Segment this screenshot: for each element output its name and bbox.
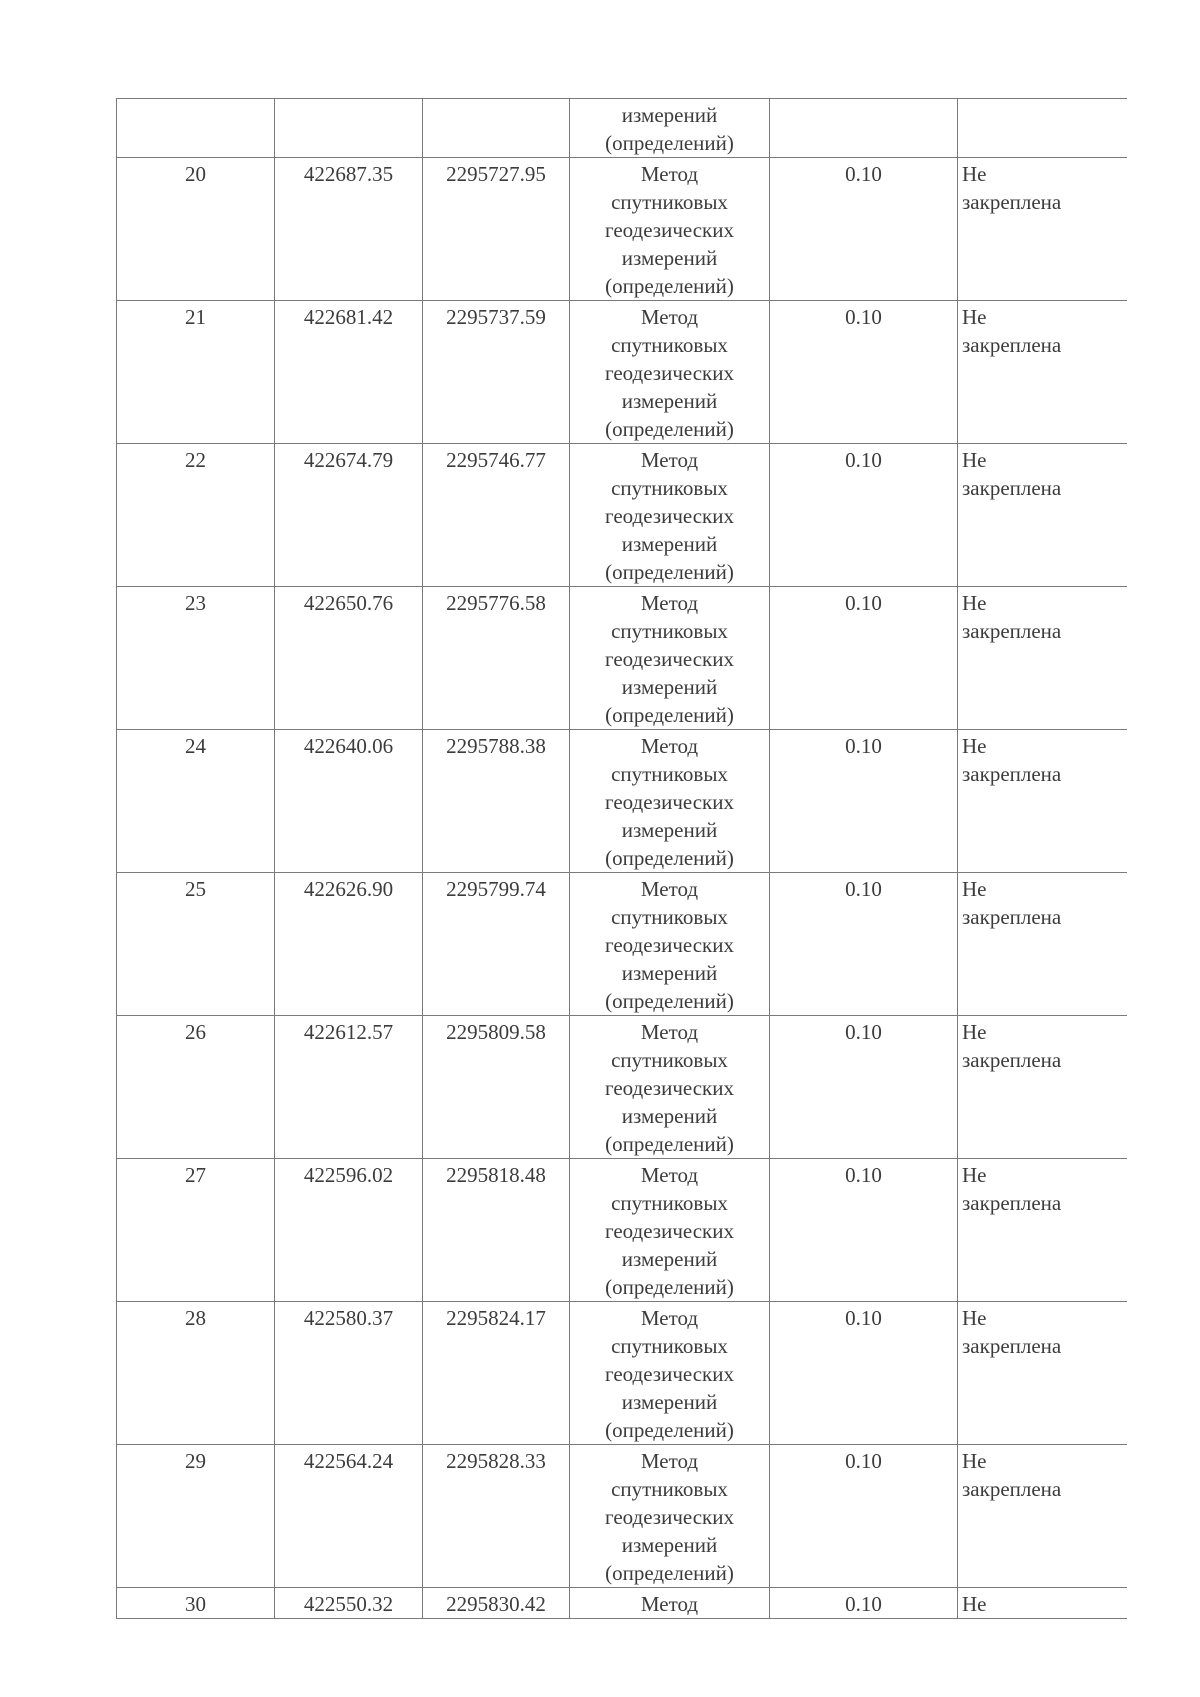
cell-point-number	[117, 587, 275, 730]
coordinates-table	[116, 98, 1127, 1619]
y-coordinate: 2295818.48	[446, 1163, 546, 1187]
point-number: 22	[185, 448, 206, 472]
method-line: спутниковых	[611, 476, 728, 500]
accuracy-value: 0.10	[845, 1306, 882, 1330]
fixation-line: Не	[962, 734, 987, 758]
accuracy-value: 0.10	[845, 734, 882, 758]
cell-point-number	[117, 1588, 275, 1619]
table-row	[117, 1445, 1127, 1588]
point-number: 30	[185, 1592, 206, 1616]
cell-y	[423, 1445, 570, 1588]
fixation-line: Не	[962, 1163, 987, 1187]
method-line: геодезических	[604, 1362, 734, 1386]
cell-x	[275, 1445, 423, 1588]
method-line: (определений)	[605, 846, 734, 870]
x-coordinate: 422640.06	[303, 734, 394, 758]
method-line: геодезических	[604, 1505, 734, 1529]
cell-accuracy	[770, 1588, 958, 1619]
method-line: Метод	[640, 1592, 699, 1616]
cell-point-number	[117, 301, 275, 444]
y-coordinate: 2295828.33	[446, 1449, 546, 1473]
accuracy-value: 0.10	[845, 1163, 882, 1187]
cell-method	[570, 1159, 770, 1302]
method-line: геодезических	[604, 790, 734, 814]
accuracy-value: 0.10	[845, 1020, 882, 1044]
cell-point-number	[117, 1016, 275, 1159]
cell-point-number	[117, 1159, 275, 1302]
accuracy-value: 0.10	[845, 1449, 882, 1473]
x-coordinate: 422596.02	[303, 1163, 394, 1187]
cell-y	[423, 1159, 570, 1302]
y-coordinate: 2295824.17	[446, 1306, 546, 1330]
point-number: 21	[185, 305, 206, 329]
cell-accuracy	[770, 1159, 958, 1302]
cell-accuracy	[770, 730, 958, 873]
cell-y	[423, 587, 570, 730]
cell-accuracy	[770, 444, 958, 587]
cell-accuracy	[770, 301, 958, 444]
cell-x	[275, 301, 423, 444]
table-row	[117, 158, 1127, 301]
method-line: спутниковых	[611, 1477, 728, 1501]
table-row	[117, 301, 1127, 444]
method-line: Метод	[640, 591, 699, 615]
cell-x	[275, 1302, 423, 1445]
fixation-line: Не	[962, 877, 987, 901]
fixation-line: закреплена	[962, 333, 1062, 357]
x-coordinate: 422626.90	[303, 877, 394, 901]
fixation-line: закреплена	[962, 1048, 1062, 1072]
method-line: измерений	[621, 389, 718, 413]
point-number: 20	[185, 162, 206, 186]
cell-x	[275, 444, 423, 587]
fixation-line: закреплена	[962, 1334, 1062, 1358]
method-line: (определений)	[605, 989, 734, 1013]
cell-fixation	[958, 730, 1127, 873]
accuracy-value: 0.10	[845, 591, 882, 615]
cell-method	[570, 873, 770, 1016]
method-line: геодезических	[604, 647, 734, 671]
cell-fixation	[958, 1302, 1127, 1445]
fixation-line: закреплена	[962, 476, 1062, 500]
point-number: 28	[185, 1306, 206, 1330]
method-line: измерений	[621, 818, 718, 842]
method-line: спутниковых	[611, 1334, 728, 1358]
accuracy-value: 0.10	[845, 1592, 882, 1616]
method-line: спутниковых	[611, 619, 728, 643]
fixation-line: закреплена	[962, 190, 1062, 214]
cell-y	[423, 301, 570, 444]
cell-method	[570, 730, 770, 873]
cell-method	[570, 1016, 770, 1159]
cell-x	[275, 730, 423, 873]
cell-y	[423, 1016, 570, 1159]
cell-fixation	[958, 301, 1127, 444]
cell-point-number	[117, 873, 275, 1016]
method-line: Метод	[640, 877, 699, 901]
method-line: измерений	[621, 1390, 718, 1414]
coordinates-table-body	[117, 99, 1127, 1619]
method-line: Метод	[640, 1020, 699, 1044]
x-coordinate: 422580.37	[303, 1306, 394, 1330]
table-row	[117, 444, 1127, 587]
cell-fixation	[958, 1159, 1127, 1302]
method-line: геодезических	[604, 933, 734, 957]
cell-x	[275, 158, 423, 301]
method-line: измерений	[621, 1247, 718, 1271]
cell-y	[423, 444, 570, 587]
cell-fixation	[958, 1588, 1127, 1619]
method-line: измерений	[621, 103, 718, 127]
accuracy-value: 0.10	[845, 877, 882, 901]
cell-accuracy	[770, 873, 958, 1016]
fixation-line: закреплена	[962, 762, 1062, 786]
fixation-line: закреплена	[962, 1477, 1062, 1501]
x-coordinate: 422550.32	[303, 1592, 394, 1616]
accuracy-value: 0.10	[845, 305, 882, 329]
cell-method	[570, 99, 770, 158]
method-line: спутниковых	[611, 1048, 728, 1072]
method-line: спутниковых	[611, 190, 728, 214]
method-line: Метод	[640, 734, 699, 758]
method-line: измерений	[621, 961, 718, 985]
method-line: Метод	[640, 1163, 699, 1187]
x-coordinate: 422681.42	[303, 305, 394, 329]
method-line: (определений)	[605, 274, 734, 298]
table-row	[117, 1016, 1127, 1159]
table-row	[117, 587, 1127, 730]
cell-x	[275, 99, 423, 158]
y-coordinate: 2295746.77	[446, 448, 546, 472]
accuracy-value: 0.10	[845, 162, 882, 186]
cell-fixation	[958, 1016, 1127, 1159]
point-number: 29	[185, 1449, 206, 1473]
cell-accuracy	[770, 1445, 958, 1588]
method-line: спутниковых	[611, 905, 728, 929]
cell-accuracy	[770, 158, 958, 301]
table-row	[117, 873, 1127, 1016]
cell-x	[275, 1588, 423, 1619]
fixation-line: закреплена	[962, 619, 1062, 643]
method-line: спутниковых	[611, 762, 728, 786]
fixation-line: Не	[962, 1306, 987, 1330]
x-coordinate: 422687.35	[303, 162, 394, 186]
accuracy-value: 0.10	[845, 448, 882, 472]
cell-method	[570, 301, 770, 444]
method-line: Метод	[640, 162, 699, 186]
continuation-row	[117, 99, 1127, 158]
method-line: геодезических	[604, 1076, 734, 1100]
method-line: спутниковых	[611, 333, 728, 357]
cell-method	[570, 1445, 770, 1588]
point-number: 27	[185, 1163, 206, 1187]
cell-x	[275, 1016, 423, 1159]
y-coordinate: 2295776.58	[446, 591, 546, 615]
cell-method	[570, 444, 770, 587]
fixation-line: закреплена	[962, 1191, 1062, 1215]
fixation-line: Не	[962, 1020, 987, 1044]
method-line: измерений	[621, 1104, 718, 1128]
x-coordinate: 422612.57	[303, 1020, 394, 1044]
cell-x	[275, 1159, 423, 1302]
table-row	[117, 1159, 1127, 1302]
cell-x	[275, 873, 423, 1016]
method-line: (определений)	[605, 131, 734, 155]
cell-y	[423, 730, 570, 873]
cell-y	[423, 1302, 570, 1445]
method-line: измерений	[621, 1533, 718, 1557]
point-number: 23	[185, 591, 206, 615]
point-number: 24	[185, 734, 206, 758]
cell-method	[570, 158, 770, 301]
y-coordinate: 2295727.95	[446, 162, 546, 186]
fixation-line: Не	[962, 162, 987, 186]
cell-accuracy	[770, 99, 958, 158]
cell-accuracy	[770, 1016, 958, 1159]
method-line: Метод	[640, 448, 699, 472]
cell-fixation	[958, 99, 1127, 158]
fixation-line: закреплена	[962, 905, 1062, 929]
point-number: 26	[185, 1020, 206, 1044]
table-row-partial	[117, 1588, 1127, 1619]
cell-accuracy	[770, 587, 958, 730]
cell-y	[423, 99, 570, 158]
method-line: (определений)	[605, 417, 734, 441]
cell-fixation	[958, 587, 1127, 730]
cell-y	[423, 158, 570, 301]
cell-point-number	[117, 1302, 275, 1445]
table-row	[117, 730, 1127, 873]
y-coordinate: 2295799.74	[446, 877, 546, 901]
cell-point-number	[117, 158, 275, 301]
method-line: (определений)	[605, 1418, 734, 1442]
x-coordinate: 422564.24	[303, 1449, 394, 1473]
method-line: (определений)	[605, 703, 734, 727]
fixation-line: Не	[962, 1592, 987, 1616]
y-coordinate: 2295830.42	[446, 1592, 546, 1616]
method-line: Метод	[640, 1449, 699, 1473]
cell-x	[275, 587, 423, 730]
cell-point-number	[117, 444, 275, 587]
y-coordinate: 2295737.59	[446, 305, 546, 329]
method-line: геодезических	[604, 361, 734, 385]
cell-y	[423, 1588, 570, 1619]
fixation-line: Не	[962, 305, 987, 329]
cell-fixation	[958, 1445, 1127, 1588]
x-coordinate: 422650.76	[303, 591, 394, 615]
cell-accuracy	[770, 1302, 958, 1445]
cell-method	[570, 1588, 770, 1619]
method-line: (определений)	[605, 1132, 734, 1156]
y-coordinate: 2295788.38	[446, 734, 546, 758]
method-line: геодезических	[604, 218, 734, 242]
method-line: геодезических	[604, 504, 734, 528]
fixation-line: Не	[962, 448, 987, 472]
method-line: измерений	[621, 246, 718, 270]
cell-y	[423, 873, 570, 1016]
cell-fixation	[958, 444, 1127, 587]
table-row	[117, 1302, 1127, 1445]
method-line: Метод	[640, 305, 699, 329]
y-coordinate: 2295809.58	[446, 1020, 546, 1044]
cell-point-number	[117, 730, 275, 873]
method-line: геодезических	[604, 1219, 734, 1243]
cell-fixation	[958, 873, 1127, 1016]
method-line: измерений	[621, 532, 718, 556]
cell-fixation	[958, 158, 1127, 301]
cell-method	[570, 587, 770, 730]
method-line: измерений	[621, 675, 718, 699]
point-number: 25	[185, 877, 206, 901]
method-line: Метод	[640, 1306, 699, 1330]
cell-point-number	[117, 99, 275, 158]
method-line: спутниковых	[611, 1191, 728, 1215]
method-line: (определений)	[605, 560, 734, 584]
fixation-line: Не	[962, 591, 987, 615]
x-coordinate: 422674.79	[303, 448, 394, 472]
cell-method	[570, 1302, 770, 1445]
method-line: (определений)	[605, 1561, 734, 1585]
method-line: (определений)	[605, 1275, 734, 1299]
fixation-line: Не	[962, 1449, 987, 1473]
cell-point-number	[117, 1445, 275, 1588]
